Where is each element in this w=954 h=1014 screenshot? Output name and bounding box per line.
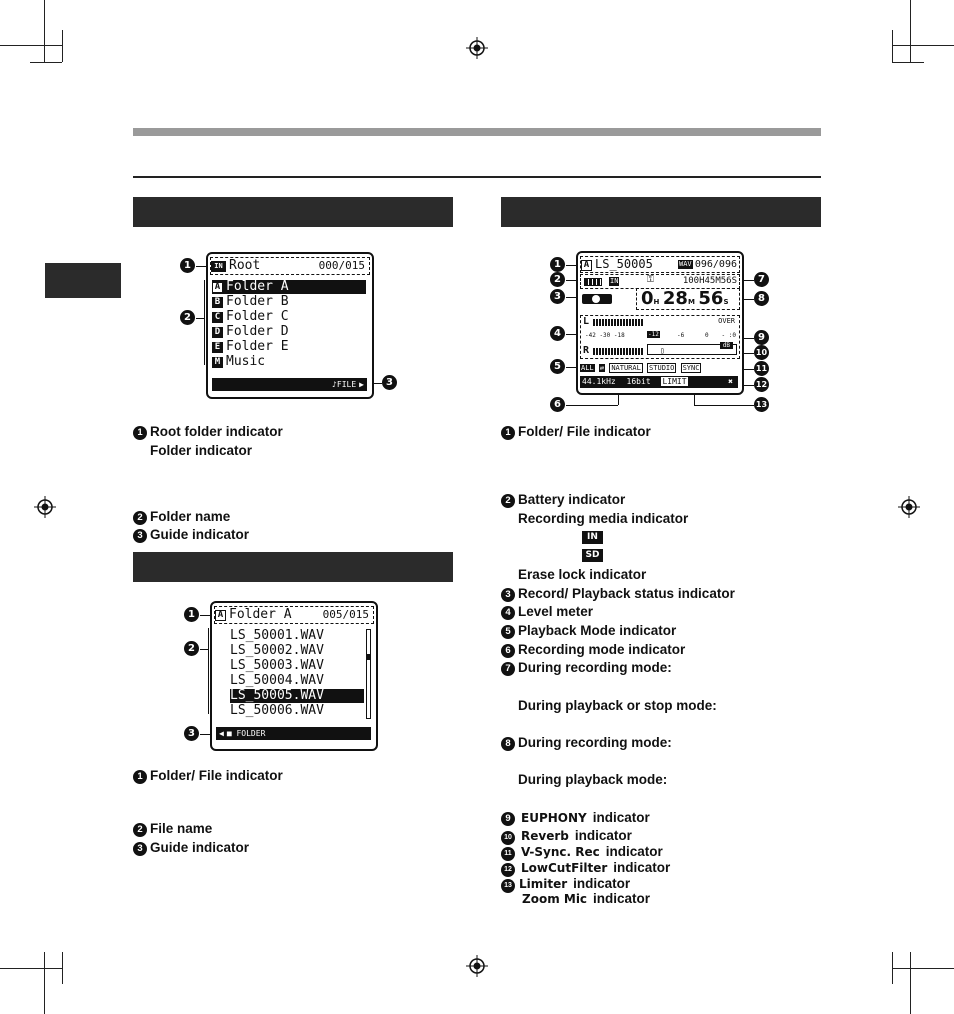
- folder-name: Folder E: [226, 339, 289, 354]
- desc-battery-indicator: 2 Battery indicator: [501, 492, 625, 508]
- desc-during-playback-stop: During playback or stop mode:: [518, 698, 717, 713]
- list-item[interactable]: [212, 340, 289, 354]
- db-badge: dB: [720, 342, 733, 349]
- crop-mark: [910, 0, 911, 62]
- desc-limiter: 13 Limiter indicator: [501, 876, 630, 893]
- callout-3: 3: [382, 375, 397, 390]
- desc-during-recording-8: 8 During recording mode:: [501, 735, 672, 751]
- internal-memory-icon: IN: [211, 261, 226, 272]
- status-row: [580, 274, 740, 289]
- crop-mark: [0, 45, 62, 46]
- folder-name: Folder A: [226, 279, 289, 294]
- guide-bar: [216, 727, 371, 740]
- folder-header: [210, 257, 370, 275]
- list-item[interactable]: LS_50005.WAV: [230, 689, 364, 703]
- guide-label: ♪FILE: [332, 380, 357, 389]
- callout-1: 1: [550, 257, 565, 272]
- crop-mark: [62, 952, 63, 984]
- top-gray-bar: [133, 128, 821, 136]
- desc-folder-name: 2 Folder name: [133, 509, 230, 525]
- crop-mark: [44, 952, 45, 1014]
- title-rule: [133, 176, 821, 178]
- callout-8: 8: [754, 291, 769, 306]
- callout-12: 12: [754, 377, 769, 392]
- desc-file-name: 2 File name: [133, 821, 212, 837]
- desc-zoom-mic: Zoom Mic indicator: [522, 891, 651, 906]
- euphony-box: ▯: [647, 344, 737, 355]
- file-header: [580, 256, 740, 273]
- crop-mark: [892, 45, 954, 46]
- list-item[interactable]: [212, 310, 289, 324]
- crop-mark: [0, 968, 62, 969]
- callout-1: 1: [184, 607, 199, 622]
- guide-label: FOLDER: [236, 729, 266, 738]
- desc-folder-file-indicator: 1 Folder/ File indicator: [501, 424, 651, 440]
- erase-lock-icon: ⚿: [647, 275, 654, 285]
- desc-during-playback: During playback mode:: [518, 772, 668, 787]
- desc-during-recording-7: 7 During recording mode:: [501, 660, 672, 676]
- desc-guide-indicator: 3 Guide indicator: [133, 527, 249, 543]
- callout-2: 2: [550, 272, 565, 287]
- leader-line: [208, 628, 209, 714]
- crop-mark: [892, 62, 924, 63]
- section-header-file: [133, 552, 453, 582]
- music-folder-icon: M: [212, 357, 223, 368]
- callout-2: 2: [180, 310, 195, 325]
- lowcut-icon: ✖: [728, 377, 733, 386]
- level-meter-right-bar: [593, 348, 643, 355]
- callout-6: 6: [550, 397, 565, 412]
- file-header: [214, 606, 374, 624]
- leader-line: [204, 280, 205, 365]
- desc-folder-indicator: Folder indicator: [150, 443, 253, 458]
- battery-icon: [584, 278, 602, 286]
- callout-5: 5: [550, 359, 565, 374]
- scrollbar-thumb[interactable]: [367, 654, 370, 660]
- desc-level-meter: 4 Level meter: [501, 604, 593, 620]
- callout-3: 3: [184, 726, 199, 741]
- folder-name: Folder C: [226, 309, 289, 324]
- elapsed-time: 0H 28M 56S: [636, 288, 740, 310]
- list-item[interactable]: LS_50002.WAV: [230, 643, 324, 658]
- folder-label: Folder A: [229, 607, 292, 622]
- folder-e-icon: E: [212, 342, 223, 353]
- internal-memory-icon: IN: [582, 531, 603, 544]
- list-item[interactable]: [212, 295, 289, 309]
- folder-name: Folder D: [226, 324, 289, 339]
- list-item[interactable]: [212, 355, 265, 369]
- crop-mark: [910, 952, 911, 1014]
- callout-3: 3: [550, 289, 565, 304]
- mode-row: ALL ⇄ NATURAL STUDIO SYNC: [581, 364, 700, 372]
- level-meter-left-bar: [593, 319, 643, 326]
- folder-a-icon: A: [215, 610, 226, 621]
- folder-a-icon: A: [212, 282, 223, 293]
- sd-card-icon: SD: [582, 549, 603, 562]
- callout-2: 2: [184, 641, 199, 656]
- folder-d-icon: D: [212, 327, 223, 338]
- crop-mark: [62, 30, 63, 62]
- desc-lowcut: 12 LowCutFilter indicator: [501, 860, 670, 877]
- registration-mark-icon: [34, 496, 56, 518]
- chapter-side-tab: [45, 263, 121, 298]
- callout-10: 10: [754, 345, 769, 360]
- section-header-playback: [501, 197, 821, 227]
- desc-vsync: 11 V-Sync. Rec indicator: [501, 844, 663, 861]
- desc-erase-lock: Erase lock indicator: [518, 567, 647, 582]
- desc-euphony: 9 EUPHONY indicator: [501, 810, 650, 826]
- desc-status: 3 Record/ Playback status indicator: [501, 586, 735, 602]
- level-meter: L OVER -42 -30 -18 -12 -6 0 - :0 R ▯ dB: [580, 315, 740, 359]
- root-label: Root: [229, 258, 261, 273]
- folder-b-icon: B: [212, 297, 223, 308]
- desc-root-indicator: 1 Root folder indicator: [133, 424, 283, 440]
- crop-mark: [892, 968, 954, 969]
- crop-mark: [30, 62, 62, 63]
- callout-4: 4: [550, 326, 565, 341]
- file-counter: 005/015: [322, 608, 369, 621]
- registration-mark-icon: [466, 37, 488, 59]
- right-arrow-icon: ▶: [359, 380, 364, 389]
- wav-format-icon: WAV: [679, 260, 692, 268]
- play-status-icon: [582, 294, 612, 304]
- list-item[interactable]: [212, 280, 366, 294]
- list-item[interactable]: LS_50001.WAV: [230, 628, 324, 643]
- guide-bar: [212, 378, 367, 391]
- folder-counter: 000/015: [318, 259, 365, 272]
- callout-7: 7: [754, 272, 769, 287]
- file-list-screen: [210, 601, 378, 751]
- list-item[interactable]: LS_50004.WAV: [230, 673, 324, 688]
- list-item[interactable]: LS_50006.WAV: [230, 703, 324, 718]
- desc-folder-file-indicator: 1 Folder/ File indicator: [133, 768, 283, 784]
- scrollbar[interactable]: [366, 629, 371, 719]
- file-counter: 096/096: [694, 259, 737, 270]
- section-header-folder: [133, 197, 453, 227]
- folder-name: Music: [226, 354, 266, 369]
- leader-line: [694, 405, 754, 406]
- folder-name: Folder B: [226, 294, 289, 309]
- desc-recording-mode: 6 Recording mode indicator: [501, 642, 685, 658]
- left-arrow-icon: ◀: [219, 729, 224, 738]
- desc-playback-mode: 5 Playback Mode indicator: [501, 623, 676, 639]
- callout-13: 13: [754, 397, 769, 412]
- internal-memory-icon: IN: [610, 277, 619, 285]
- desc-reverb: 10 Reverb indicator: [501, 828, 632, 845]
- crop-mark: [44, 0, 45, 62]
- leader-line: [200, 734, 210, 735]
- folder-a-icon: A: [581, 260, 592, 271]
- crop-mark: [892, 952, 893, 984]
- folder-icon: ■: [226, 729, 232, 738]
- file-name: LS_50005: [595, 257, 653, 271]
- folder-c-icon: C: [212, 312, 223, 323]
- registration-mark-icon: [466, 955, 488, 977]
- playback-screen: [576, 251, 744, 395]
- leader-line: [196, 318, 204, 319]
- record-mode-bar: 44.1kHz 16bit LIMIT ✖: [580, 376, 738, 388]
- callout-1: 1: [180, 258, 195, 273]
- remaining-time: 100H45M56S: [682, 276, 737, 286]
- folder-list-screen: [206, 252, 374, 399]
- crop-mark: [892, 30, 893, 62]
- list-item[interactable]: [212, 325, 289, 339]
- callout-9: 9: [754, 330, 769, 345]
- registration-mark-icon: [898, 496, 920, 518]
- leader-line: [566, 405, 618, 406]
- desc-guide-indicator: 3 Guide indicator: [133, 840, 249, 856]
- desc-media-indicator: Recording media indicator: [518, 511, 689, 526]
- leader-line: [200, 649, 208, 650]
- list-item[interactable]: LS_50003.WAV: [230, 658, 324, 673]
- callout-11: 11: [754, 361, 769, 376]
